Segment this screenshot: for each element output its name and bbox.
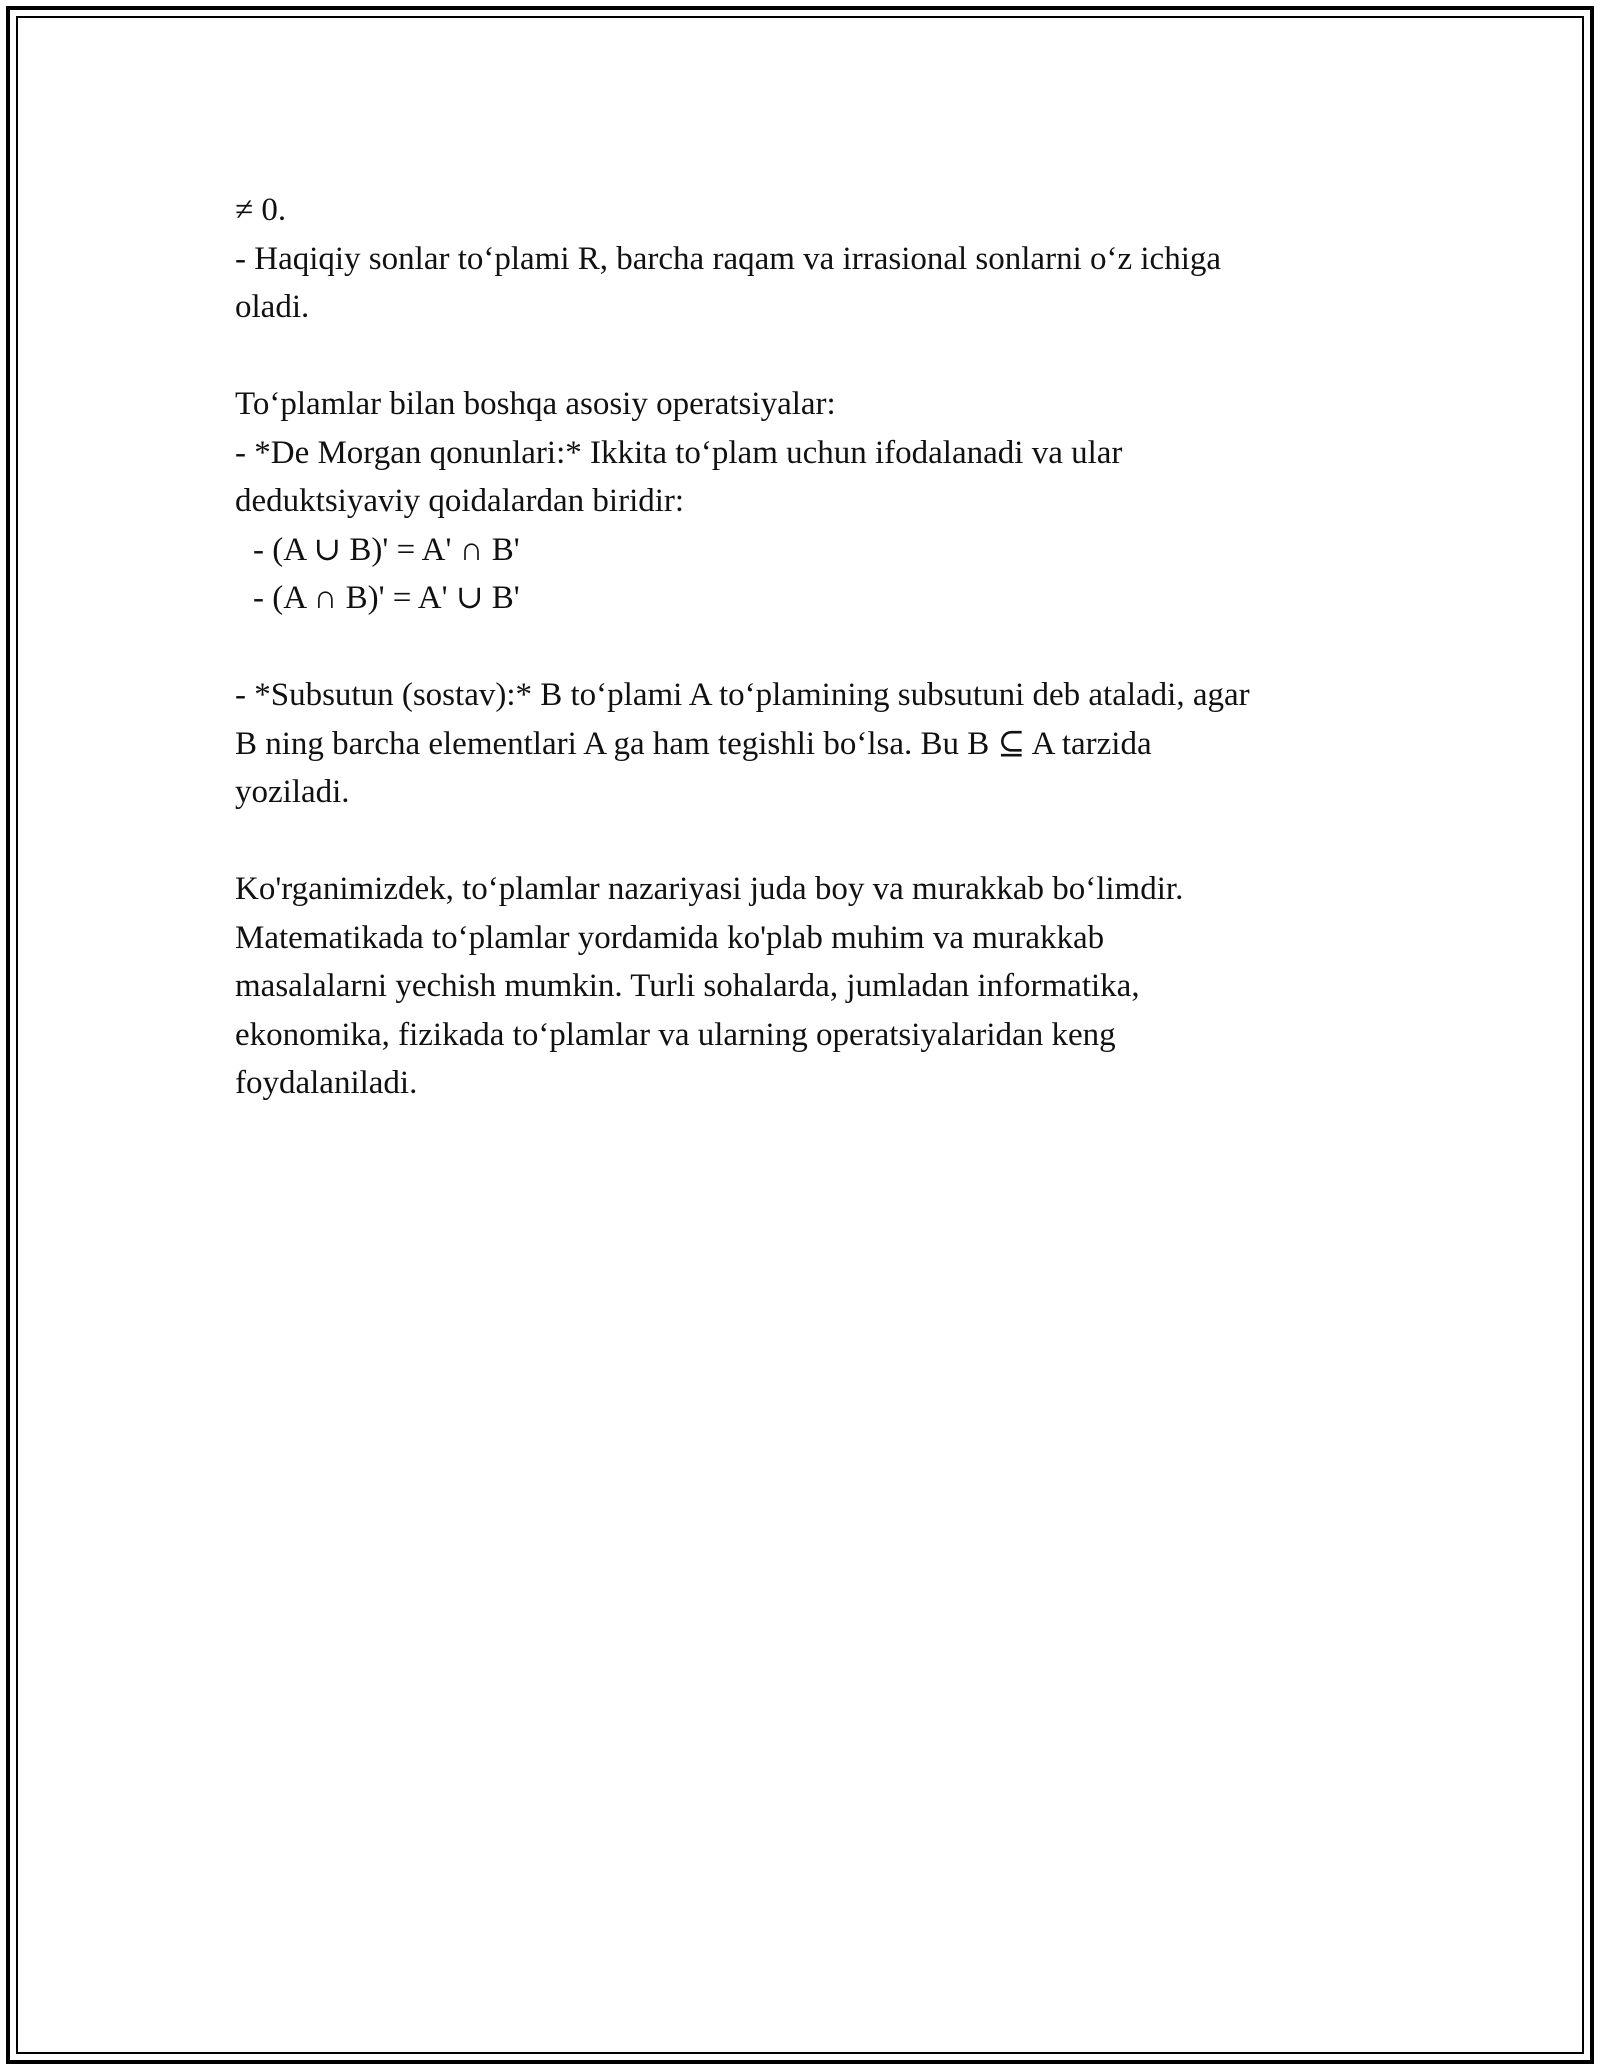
- text-line: - *De Morgan qonunlari:* Ikkita to‘plam uchun ifodalanadi va ular: [235, 434, 1123, 471]
- text-line: foydalaniladi.: [235, 1065, 418, 1101]
- text-line: - Haqiqiy sonlar to‘plami R, barcha raqam va irrasional sonlarni o‘z ichiga: [235, 240, 1222, 277]
- text-line: ≠ 0.: [235, 192, 287, 228]
- text-line: Matematikada to‘plamlar yordamida ko'plab muhim va murakkab: [235, 919, 1105, 956]
- text-line: ekonomika, fizikada to‘plamlar va ularning operatsiyalaridan keng: [235, 1016, 1116, 1053]
- paragraph-subset: [235, 671, 1375, 817]
- text-line: masalalarni yechish mumkin. Turli sohalarda, jumladan informatika,: [235, 968, 1140, 1004]
- text-line: oladi.: [235, 289, 310, 325]
- document-body: [235, 186, 1375, 1108]
- paragraph-spacer: [235, 623, 1375, 672]
- paragraph-spacer: [235, 817, 1375, 866]
- text-line: deduktsiyaviy qoidalardan biridir:: [235, 483, 685, 519]
- paragraph-spacer: [235, 332, 1375, 381]
- paragraph-conclusion: [235, 865, 1375, 1108]
- text-line: - *Subsutun (sostav):* B to‘plami A to‘plamining subsutuni deb ataladi, agar: [235, 677, 1250, 713]
- text-line: To‘plamlar bilan boshqa asosiy operatsiyalar:: [235, 386, 836, 422]
- text-line: yoziladi.: [235, 774, 350, 810]
- text-line: B ning barcha elementlari A ga ham tegishli bo‘lsa. Bu B ⊆ A tarzida: [235, 725, 1152, 762]
- formula-line: - (A ∪ B)' = A' ∩ B': [253, 531, 520, 568]
- paragraph-set-operations: [235, 380, 1375, 623]
- text-line: Ko'rganimizdek, to‘plamlar nazariyasi juda boy va murakkab bo‘limdir.: [235, 871, 1184, 907]
- paragraph-real-numbers: [235, 186, 1375, 332]
- formula-line: - (A ∩ B)' = A' ∪ B': [253, 580, 520, 616]
